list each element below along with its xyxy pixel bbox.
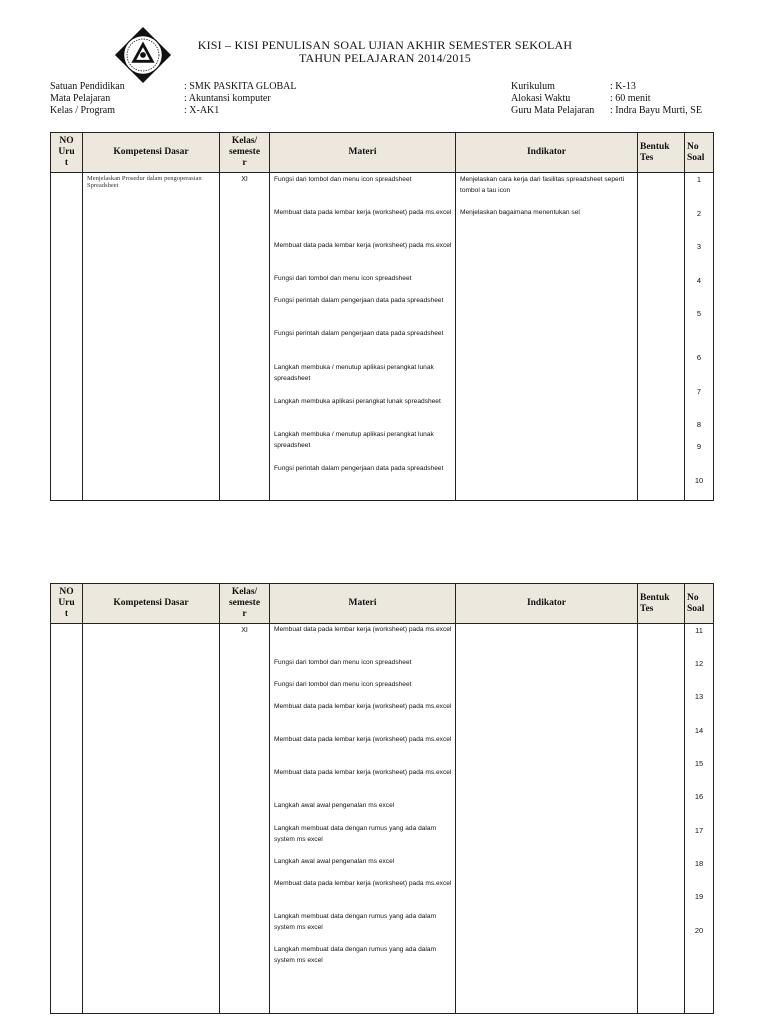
soal-number: 8 [696,420,702,429]
meta-label: Satuan Pendidikan [50,81,125,92]
table-body-row [51,624,714,1014]
cell-bentuk-tes [638,624,685,1014]
materi-item: Langkah membuat data dengan rumus yang ada dalam system ms excel [274,825,437,843]
materi-item: Fungsi dari tombol dan menu icon spreadsheet [274,176,412,183]
meta-left [50,81,296,117]
cell-materi [270,173,456,501]
header-kelas-semester: Kelas/ semeste r [220,584,270,624]
header-kelas-semester: Kelas/ semeste r [220,133,270,173]
soal-number: 16 [694,792,704,801]
cell-bentuk-tes [638,173,685,501]
materi-item: Langkah membuat data dengan rumus yang ada dalam system ms excel [274,913,437,931]
soal-number: 10 [694,476,704,485]
materi-item: Langkah awal awal pengenalan ms excel [274,802,395,809]
meta-label: Alokasi Waktu [511,93,571,104]
soal-number: 19 [694,892,704,901]
table-body-row [51,173,714,501]
cell-materi [270,624,456,1014]
cell-no-soal [685,173,714,501]
meta-value: : K-13 [610,81,636,92]
title-line-2: TAHUN PELAJARAN 2014/2015 [298,51,472,65]
cell-no [51,624,83,1014]
soal-number: 4 [696,276,702,285]
materi-item: Membuat data pada lembar kerja (worksheet) pada ms.excel [274,736,452,743]
materi-item: Fungsi perintah dalam pengerjaan data pada spreadsheet [274,330,444,337]
materi-item: Langkah membuka aplikasi perangkat lunak spreadsheet [274,398,441,405]
meta-value: : X-AK1 [184,105,220,116]
indikator-item: Menjelaskan cara kerja dari fasilitas spreadsheet seperti tombol a tau icon [460,176,625,194]
soal-number: 12 [694,659,704,668]
soal-number: 20 [694,926,704,935]
header-indikator: Indikator [456,584,638,624]
meta-value: : SMK PASKITA GLOBAL [184,81,297,92]
header-indikator: Indikator [456,133,638,173]
header-kompetensi-dasar: Kompetensi Dasar [83,584,220,624]
materi-item: Fungsi dari tombol dan menu icon spreadsheet [274,659,412,666]
meta-label: Kelas / Program [50,105,115,116]
cell-kelas: XI [220,173,270,501]
header-no-soal: No Soal [685,584,714,624]
materi-item: Membuat data pada lembar kerja (worksheet) pada ms.excel [274,626,452,633]
cell-no-soal [685,624,714,1014]
soal-number: 17 [694,826,704,835]
materi-item: Fungsi dari tombol dan menu icon spreadsheet [274,275,412,282]
meta-value: : Indra Bayu Murti, SE [610,105,702,116]
cell-indikator [456,624,638,1014]
soal-number: 6 [696,353,702,362]
meta-value: : Akuntansi komputer [184,93,271,104]
soal-number: 9 [696,442,702,451]
materi-item: Langkah membuka / menutup aplikasi perangkat lunak spreadsheet [274,364,434,382]
header-bentuk-tes: Bentuk Tes [638,584,685,624]
materi-item: Langkah membuat data dengan rumus yang ada dalam system ms excel [274,946,437,964]
cell-indikator [456,173,638,501]
soal-number: 11 [695,626,703,635]
materi-item: Membuat data pada lembar kerja (worksheet) pada ms.excel [274,242,452,249]
materi-item: Langkah awal awal pengenalan ms excel [274,858,395,865]
materi-item: Fungsi perintah dalam pengerjaan data pada spreadsheet [274,297,444,304]
materi-item: Membuat data pada lembar kerja (worksheet) pada ms.excel [274,880,452,887]
header-materi: Materi [270,133,456,173]
header-no-urut: NO Uru t [51,133,83,173]
soal-number: 15 [694,759,704,768]
table-header-row [51,584,714,624]
soal-number: 14 [694,726,704,735]
soal-number: 1 [696,175,702,184]
title-line-1: KISI – KISI PENULISAN SOAL UJIAN AKHIR SEMESTER SEKOLAH [197,38,573,52]
soal-number: 5 [696,309,702,318]
meta-value: : 60 menit [610,93,651,104]
meta-label: Kurikulum [511,81,555,92]
cell-kelas: XI [220,624,270,1014]
header-no-soal: No Soal [685,133,714,173]
indikator-item: Menjelaskan bagaimana menentukan sel [460,209,580,216]
materi-item: Membuat data pada lembar kerja (worksheet) pada ms.excel [274,769,452,776]
kisi-table-1 [50,132,714,501]
materi-item: Membuat data pada lembar kerja (worksheet) pada ms.excel [274,703,452,710]
header-bentuk-tes: Bentuk Tes [638,133,685,173]
cell-kompetensi-dasar: Menjelaskan Prosedur dalam pengoperasian Spreadsheet [83,173,220,501]
materi-item: Membuat data pada lembar kerja (worksheet) pada ms.excel [274,209,452,216]
kisi-table-2 [50,583,714,1014]
soal-number: 7 [696,387,702,396]
cell-no [51,173,83,501]
soal-number: 2 [696,209,702,218]
meta-right [511,81,702,117]
document-title [180,39,590,65]
header-materi: Materi [270,584,456,624]
meta-label: Guru Mata Pelajaran [511,105,595,116]
cell-kompetensi-dasar [83,624,220,1014]
table-header-row [51,133,714,173]
materi-item: Fungsi dari tombol dan menu icon spreadsheet [274,681,412,688]
soal-number: 3 [696,242,702,251]
soal-number: 13 [694,692,704,701]
materi-item: Fungsi perintah dalam pengerjaan data pada spreadsheet [274,465,444,472]
school-logo [114,26,172,84]
header-no-urut: NO Uru t [51,584,83,624]
header-kompetensi-dasar: Kompetensi Dasar [83,133,220,173]
materi-item: Langkah membuka / menutup aplikasi perangkat lunak spreadsheet [274,431,434,449]
meta-label: Mata Pelajaran [50,93,111,104]
soal-number: 18 [694,859,704,868]
